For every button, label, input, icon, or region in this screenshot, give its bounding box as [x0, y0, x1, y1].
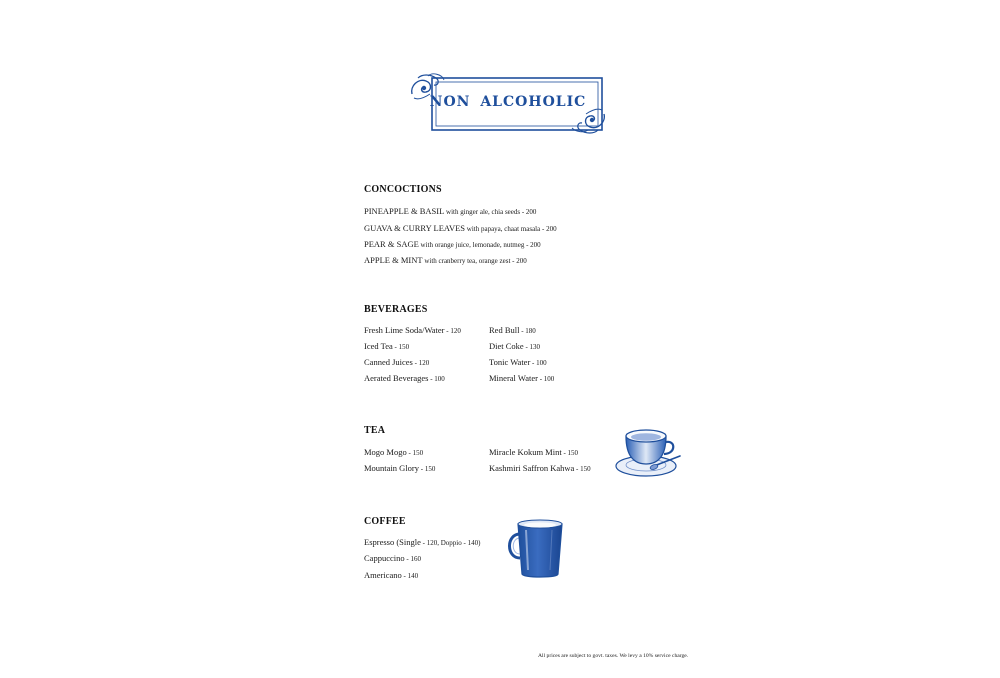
list-item: Red Bull - 180 — [489, 325, 536, 335]
list-item: Espresso (Single - 120, Doppio - 140) — [364, 537, 481, 547]
list-item: APPLE & MINT with cranberry tea, orange zest - 200 — [364, 255, 527, 265]
list-item: GUAVA & CURRY LEAVES with papaya, chaat masala - 200 — [364, 223, 557, 233]
coffee-glass-icon — [506, 516, 574, 582]
list-item: Fresh Lime Soda/Water - 120 — [364, 325, 461, 335]
list-item: Americano - 140 — [364, 570, 419, 580]
list-item: Miracle Kokum Mint - 150 — [489, 447, 579, 457]
teacup-illustration — [610, 422, 684, 486]
section-title-concoctions: CONCOCTIONS — [364, 184, 442, 195]
list-item: PINEAPPLE & BASIL with ginger ale, chia seeds - 200 — [364, 206, 537, 216]
list-item: Mountain Glory - 150 — [364, 463, 436, 473]
list-item: Cappuccino - 160 — [364, 553, 421, 563]
coffee-glass-illustration — [506, 516, 574, 586]
list-item: PEAR & SAGE with orange juice, lemonade, nutmeg - 200 — [364, 239, 541, 249]
list-item: Iced Tea - 150 — [364, 341, 410, 351]
list-item: Mineral Water - 100 — [489, 373, 555, 383]
page-title: NON ALCOHOLIC — [429, 94, 587, 110]
list-item: Aerated Beverages - 100 — [364, 373, 445, 383]
section-title-beverages: BEVERAGES — [364, 304, 428, 315]
section-title-coffee: COFFEE — [364, 516, 406, 527]
title-frame — [408, 72, 608, 134]
teacup-icon — [610, 422, 684, 482]
list-item: Diet Coke - 130 — [489, 341, 541, 351]
list-item: Mogo Mogo - 150 — [364, 447, 424, 457]
list-item: Kashmiri Saffron Kahwa - 150 — [489, 463, 591, 473]
list-item: Tonic Water - 100 — [489, 357, 547, 367]
footer-note: All prices are subject to govt. taxes. We levy a 10% service charge. — [538, 653, 689, 659]
section-title-tea: TEA — [364, 425, 386, 436]
list-item: Canned Juices - 120 — [364, 357, 430, 367]
